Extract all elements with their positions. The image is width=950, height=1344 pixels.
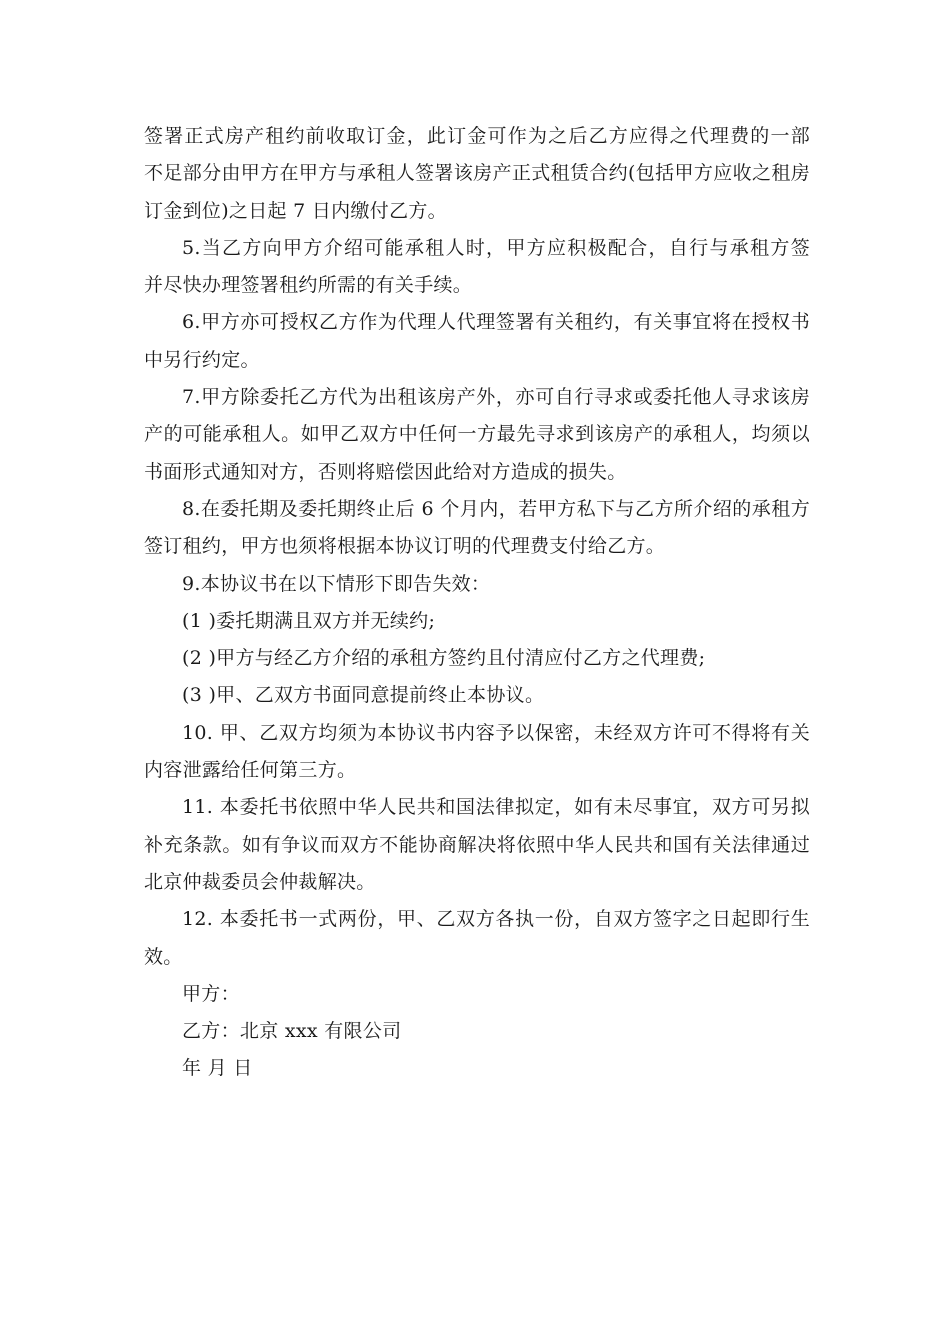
clause-6: 6.甲方亦可授权乙方作为代理人代理签署有关租约，有关事宜将在授权书 bbox=[182, 311, 810, 334]
paragraph-line: 效。 bbox=[144, 945, 183, 968]
paragraph-line: 签署正式房产租约前收取订金，此订金可作为之后乙方应得之代理费的一部 bbox=[144, 125, 810, 147]
paragraph-line: 产的可能承租人。如甲乙双方中任何一方最先寻求到该房产的承租人，均须以 bbox=[144, 423, 810, 446]
party-a-signature: 甲方： bbox=[182, 982, 240, 1005]
paragraph-line: 中另行约定。 bbox=[144, 348, 260, 371]
paragraph-line: 签订租约，甲方也须将根据本协议订明的代理费支付给乙方。 bbox=[144, 535, 666, 558]
paragraph-line: 不足部分由甲方在甲方与承租人签署该房产正式租赁合约(包括甲方应收之租房 bbox=[144, 162, 810, 185]
clause-5: 5.当乙方向甲方介绍可能承租人时，甲方应积极配合，自行与承租方签 bbox=[182, 236, 810, 259]
signing-date: 年 月 日 bbox=[182, 1057, 253, 1080]
clause-11: 11. 本委托书依照中华人民共和国法律拟定，如有未尽事宜，双方可另拟 bbox=[182, 796, 810, 819]
paragraph-line: 订金到位)之日起 7 日内缴付乙方。 bbox=[144, 199, 447, 222]
paragraph-line: 北京仲裁委员会仲裁解决。 bbox=[144, 870, 376, 893]
clause-9-item-3: (3 )甲、乙双方书面同意提前终止本协议。 bbox=[182, 684, 545, 707]
clause-10: 10. 甲、乙双方均须为本协议书内容予以保密，未经双方许可不得将有关 bbox=[182, 721, 810, 744]
clause-9: 9.本协议书在以下情形下即告失效： bbox=[182, 572, 491, 595]
clause-12: 12. 本委托书一式两份，甲、乙双方各执一份，自双方签字之日起即行生 bbox=[182, 908, 810, 931]
clause-9-item-2: (2 )甲方与经乙方介绍的承租方签约且付清应付乙方之代理费; bbox=[182, 647, 706, 670]
paragraph-line: 补充条款。如有争议而双方不能协商解决将依照中华人民共和国有关法律通过 bbox=[144, 833, 810, 856]
paragraph-line: 内容泄露给任何第三方。 bbox=[144, 759, 357, 782]
paragraph-line: 书面形式通知对方，否则将赔偿因此给对方造成的损失。 bbox=[144, 460, 627, 483]
party-b-signature: 乙方：北京 xxx 有限公司 bbox=[182, 1020, 402, 1043]
clause-8: 8.在委托期及委托期终止后 6 个月内，若甲方私下与乙方所介绍的承租方 bbox=[182, 497, 810, 520]
clause-7: 7.甲方除委托乙方代为出租该房产外，亦可自行寻求或委托他人寻求该房 bbox=[182, 386, 810, 409]
paragraph-line: 并尽快办理签署租约所需的有关手续。 bbox=[144, 274, 473, 297]
clause-9-item-1: (1 )委托期满且双方并无续约; bbox=[182, 609, 436, 632]
document-body bbox=[144, 118, 810, 1088]
